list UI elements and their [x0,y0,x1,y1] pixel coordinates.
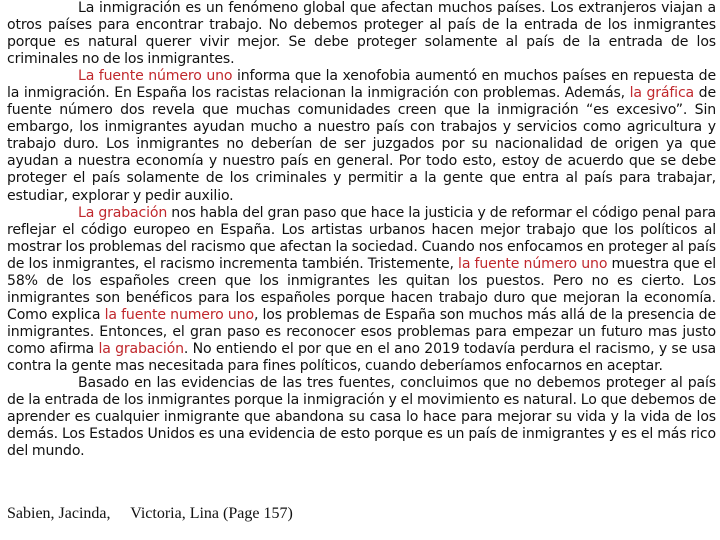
paragraph-text: informa que la xenofobia aumentó en muchos países en repuesta de la inmigración. En España los racistas relacionan la inmigración con problemas. Además, [7,68,716,102]
paragraph-text: nos habla del gran paso que hace la justicia y de reformar el código penal para reflejar el código europeo en España. Los artistas urbanos hacen mejor trabajo que los políticos al mostrar los problemas del racismo que afectan la sociedad. Cuando nos enfocamos en proteger al país de los inmigrantes, el racismo incrementa también. Tristemente, [7,204,716,272]
paragraph-text: muestra que el 58% de los españoles creen que los inmigrantes les quitan los puestos. Pero no es cierto. Los inmigrantes son benéficos para los españoles porque hacen trabajo duro que mejoran la economía. Como explica [7,255,716,323]
source-reference: la gráfica [629,85,695,102]
source-reference: la grabación [98,340,184,357]
citation-source: Victoria, Lina (Page 157) [130,505,293,522]
citation-footer [7,504,293,524]
paragraph-text: . No entiendo el por que en el ano 2019 todavía perdura el racismo, y se usa contra la gente mas necesitada para fines políticos, cuando deberíamos enfocarnos en aceptar. [7,340,716,374]
paragraph-text: , los problemas de España son muchos más allá de la presencia de inmigrantes. Entonces, el gran paso es reconocer esos problemas para empezar un futuro mas justo como afirma [7,306,716,357]
paragraph-recording [0,205,720,375]
paragraph-text: de fuente número dos revela que muchas comunidades creen que la inmigración “es excesivo”. Sin embargo, los inmigrantes ayudan mucho a nuestro país con trabajos y servicios como agricultura y trabajo duro. Los inmigrantes no deberían de ser juzgados por su nacionalidad de origen ya que ayudan a nuestra economía y nuestro país en general. Por todo esto, estoy de acuerdo que se debe proteger el país solamente de los criminales y permitir a la gente que entra al país para trabajar, estudiar, explorar y pedir auxilio. [7,85,716,204]
source-reference: la fuente numero uno [104,306,254,323]
paragraph-intro [0,0,720,68]
citation-authors: Sabien, Jacinda, [7,505,111,522]
paragraph-source-one [0,68,720,204]
paragraph-text: Basado en las evidencias de las tres fuentes, concluimos que no debemos proteger al país de la entrada de los inmigrantes porque la inmigración y el movimiento es natural. Lo que debemos de aprender es cualquier inmigrante que abandona su casa lo hace para mejorar su vida y la vida de los demás. Los Estados Unidos es una evidencia de esto porque es un país de inmigrantes y es el más rico del mundo. [7,375,716,460]
source-reference: La grabación [78,204,168,221]
paragraph-conclusion [0,375,720,460]
source-reference: la fuente número uno [458,255,608,272]
source-reference: La fuente número uno [78,68,233,85]
paragraph-text: La inmigración es un fenómeno global que afectan muchos países. Los extranjeros viajan a otros países para encontrar trabajo. No debemos proteger al país de la entrada de los inmigrantes porque es natural querer vivir mejor. Se debe proteger solamente al país de la entrada de los criminales no de los inmigrantes. [7,0,716,68]
